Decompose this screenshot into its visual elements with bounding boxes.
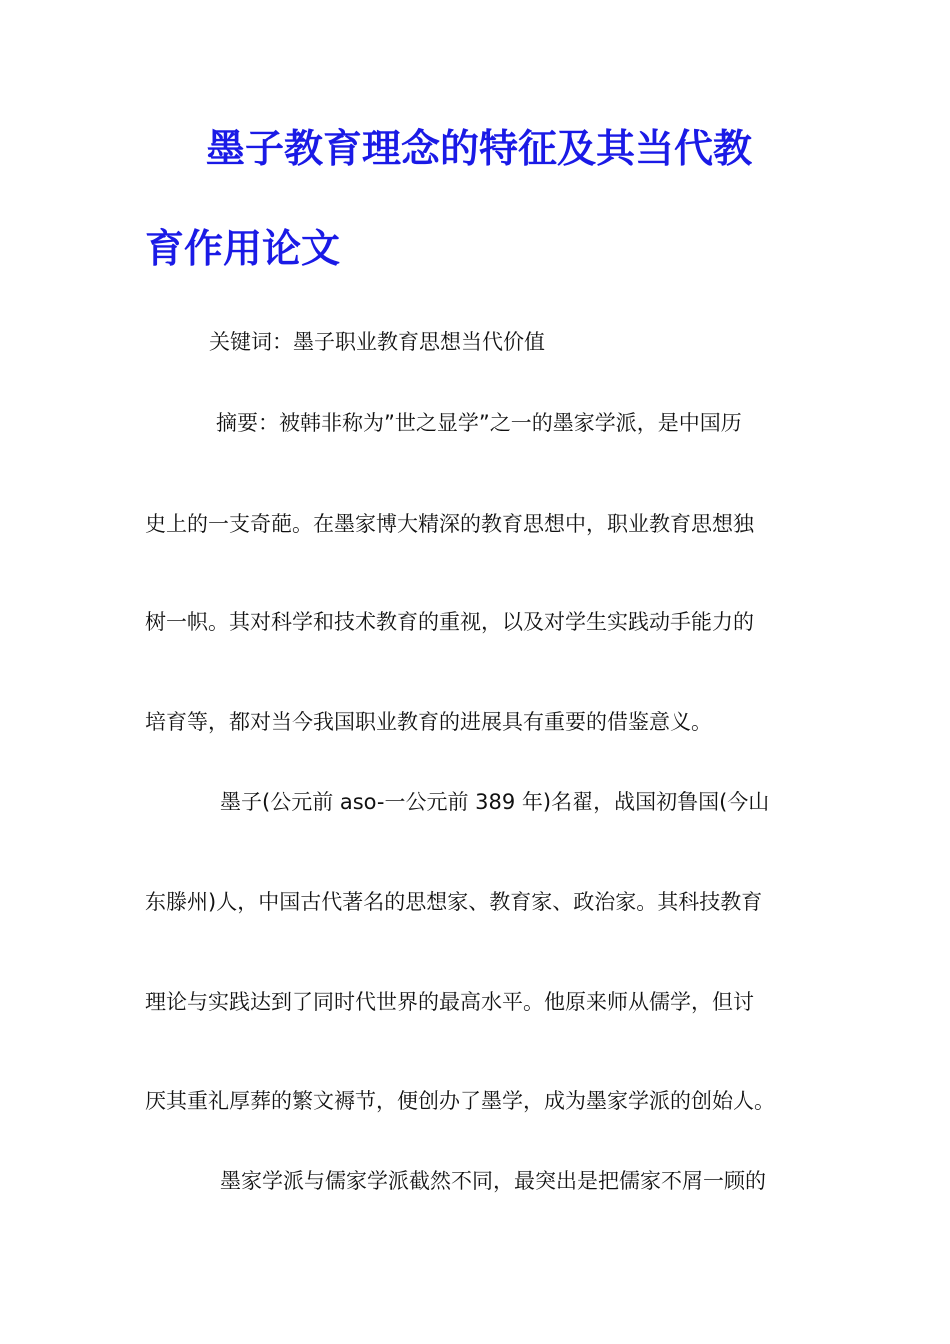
paragraph1-line-2: 东滕州)人，中国古代著名的思想家、教育家、政治家。其科技教育 — [145, 890, 763, 914]
paragraph1-line-3: 理论与实践达到了同时代世界的最高水平。他原来师从儒学，但讨 — [145, 990, 754, 1014]
abstract-line-3: 树一帜。其对科学和技术教育的重视，以及对学生实践动手能力的 — [145, 610, 754, 634]
paragraph1-line-4: 厌其重礼厚葬的繁文褥节，便创办了墨学，成为墨家学派的创始人。 — [145, 1089, 775, 1113]
abstract-line-4: 培育等，都对当今我国职业教育的进展具有重要的借鉴意义。 — [145, 710, 712, 734]
title-line-1: 墨子教育理念的特征及其当代教 — [206, 127, 753, 172]
keywords-line: 关键词：墨子职业教育思想当代价值 — [209, 330, 545, 354]
title-line-2: 育作用论文 — [145, 227, 341, 272]
abstract-line-2: 史上的一支奇葩。在墨家博大精深的教育思想中，职业教育思想独 — [145, 512, 754, 536]
paragraph2-line-1: 墨家学派与儒家学派截然不同，最突出是把儒家不屑一顾的 — [220, 1169, 766, 1193]
paragraph1-line-1: 墨子(公元前 aso-一公元前 389 年)名翟，战国初鲁国(今山 — [220, 790, 770, 814]
abstract-line-1: 摘要：被韩非称为”世之显学”之一的墨家学派，是中国历 — [216, 411, 742, 435]
